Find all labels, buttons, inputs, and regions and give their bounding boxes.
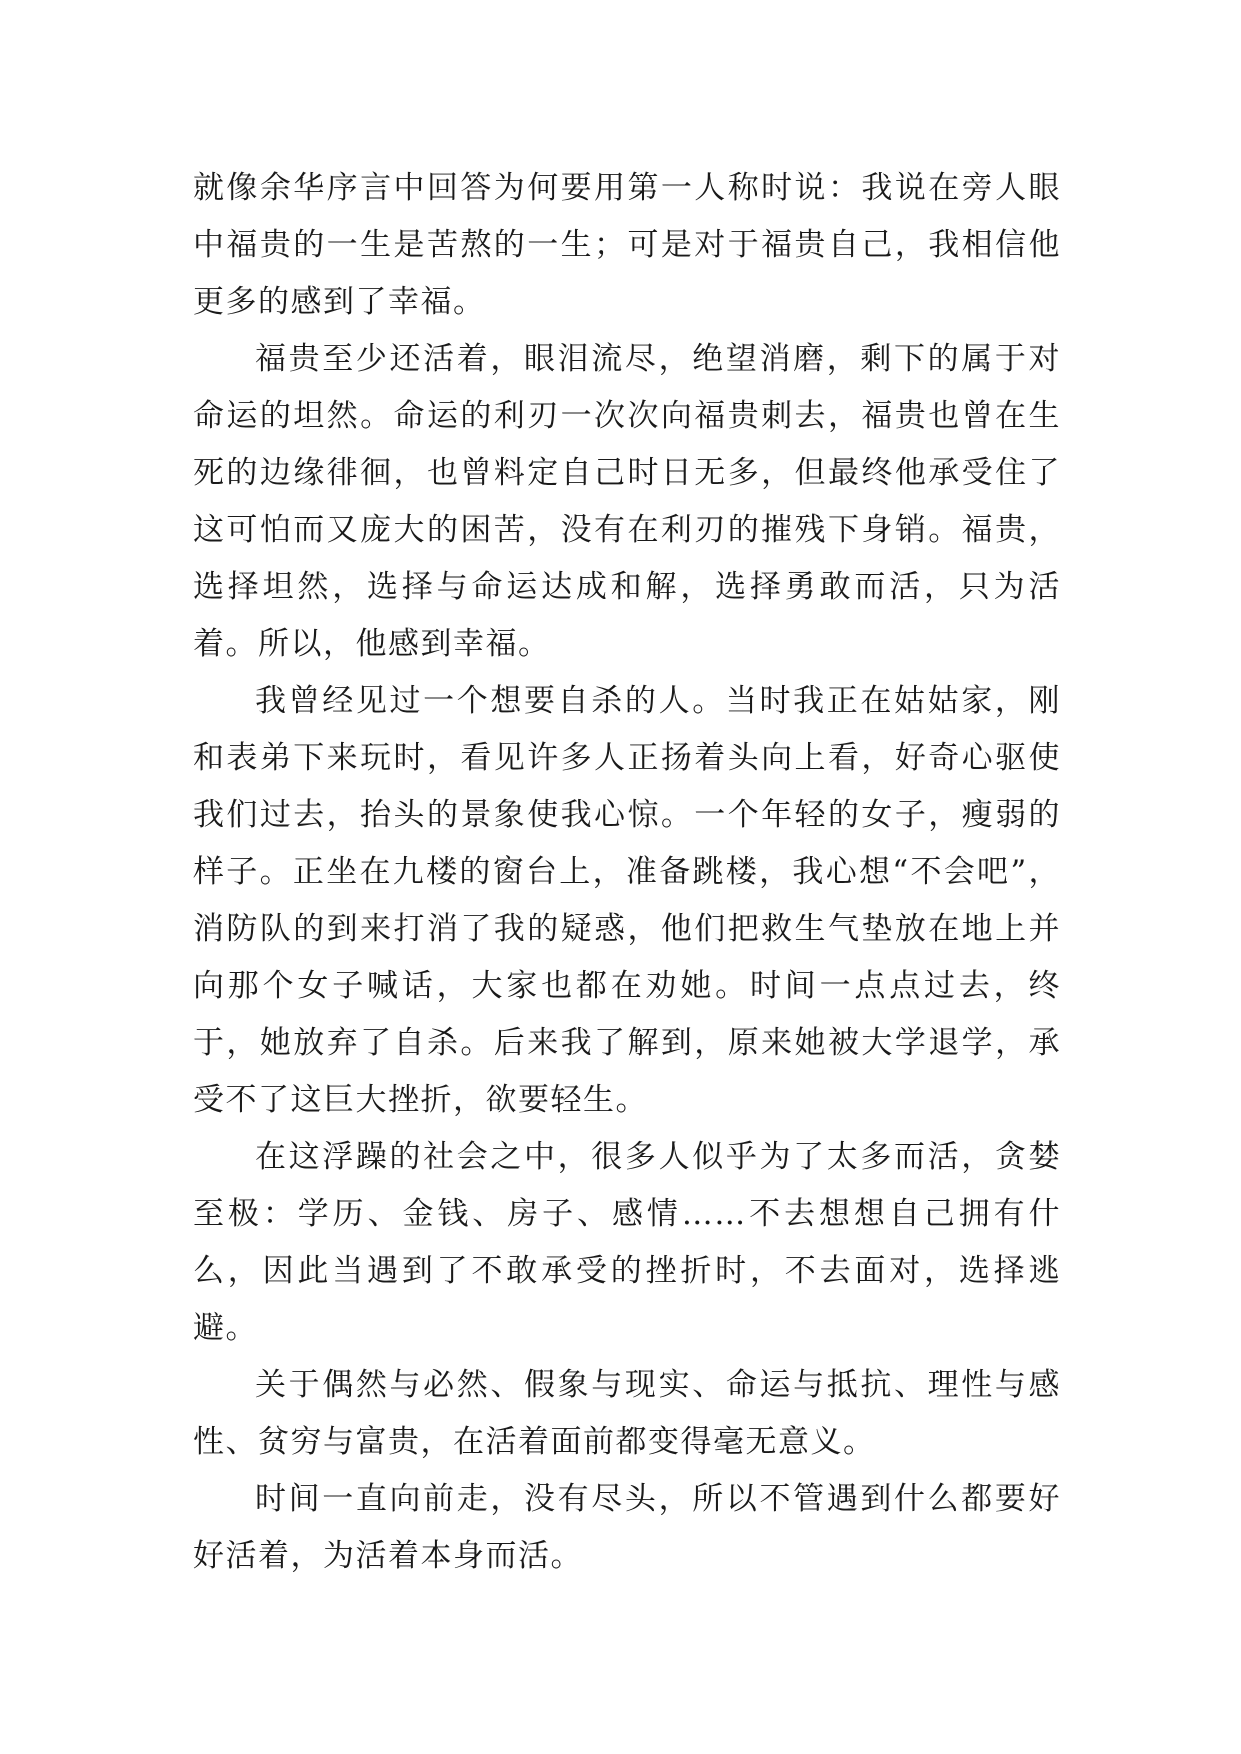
paragraph-4: 在这浮躁的社会之中，很多人似乎为了太多而活，贪婪至极：学历、金钱、房子、感情……不去想想自己拥有什么，因此当遇到了不敢承受的挫折时，不去面对，选择逃避。 (193, 1139, 1061, 1346)
paragraph-2: 福贵至少还活着，眼泪流尽，绝望消磨，剩下的属于对命运的坦然。命运的利刃一次次向福贵刺去，福贵也曾在生死的边缘徘徊，也曾料定自己时日无多，但最终他承受住了这可怕而又庞大的困苦，没有在利刃的摧残下身销。福贵，选择坦然，选择与命运达成和解，选择勇敢而活，只为活着。所以，他感到幸福。 (193, 341, 1061, 662)
document-body (193, 160, 1061, 1585)
paragraph-1: 就像余华序言中回答为何要用第一人称时说：我说在旁人眼中福贵的一生是苦熬的一生；可是对于福贵自己，我相信他更多的感到了幸福。 (193, 170, 1061, 320)
paragraph-5: 关于偶然与必然、假象与现实、命运与抵抗、理性与感性、贫穷与富贵，在活着面前都变得毫无意义。 (193, 1367, 1061, 1460)
paragraph-6: 时间一直向前走，没有尽头，所以不管遇到什么都要好好活着，为活着本身而活。 (193, 1481, 1061, 1574)
paragraph-3: 我曾经见过一个想要自杀的人。当时我正在姑姑家，刚和表弟下来玩时，看见许多人正扬着头向上看，好奇心驱使我们过去，抬头的景象使我心惊。一个年轻的女子，瘦弱的样子。正坐在九楼的窗台上，准备跳楼，我心想“不会吧”，消防队的到来打消了我的疑惑，他们把救生气垫放在地上并向那个女子喊话，大家也都在劝她。时间一点点过去，终于，她放弃了自杀。后来我了解到，原来她被大学退学，承受不了这巨大挫折，欲要轻生。 (193, 683, 1061, 1118)
